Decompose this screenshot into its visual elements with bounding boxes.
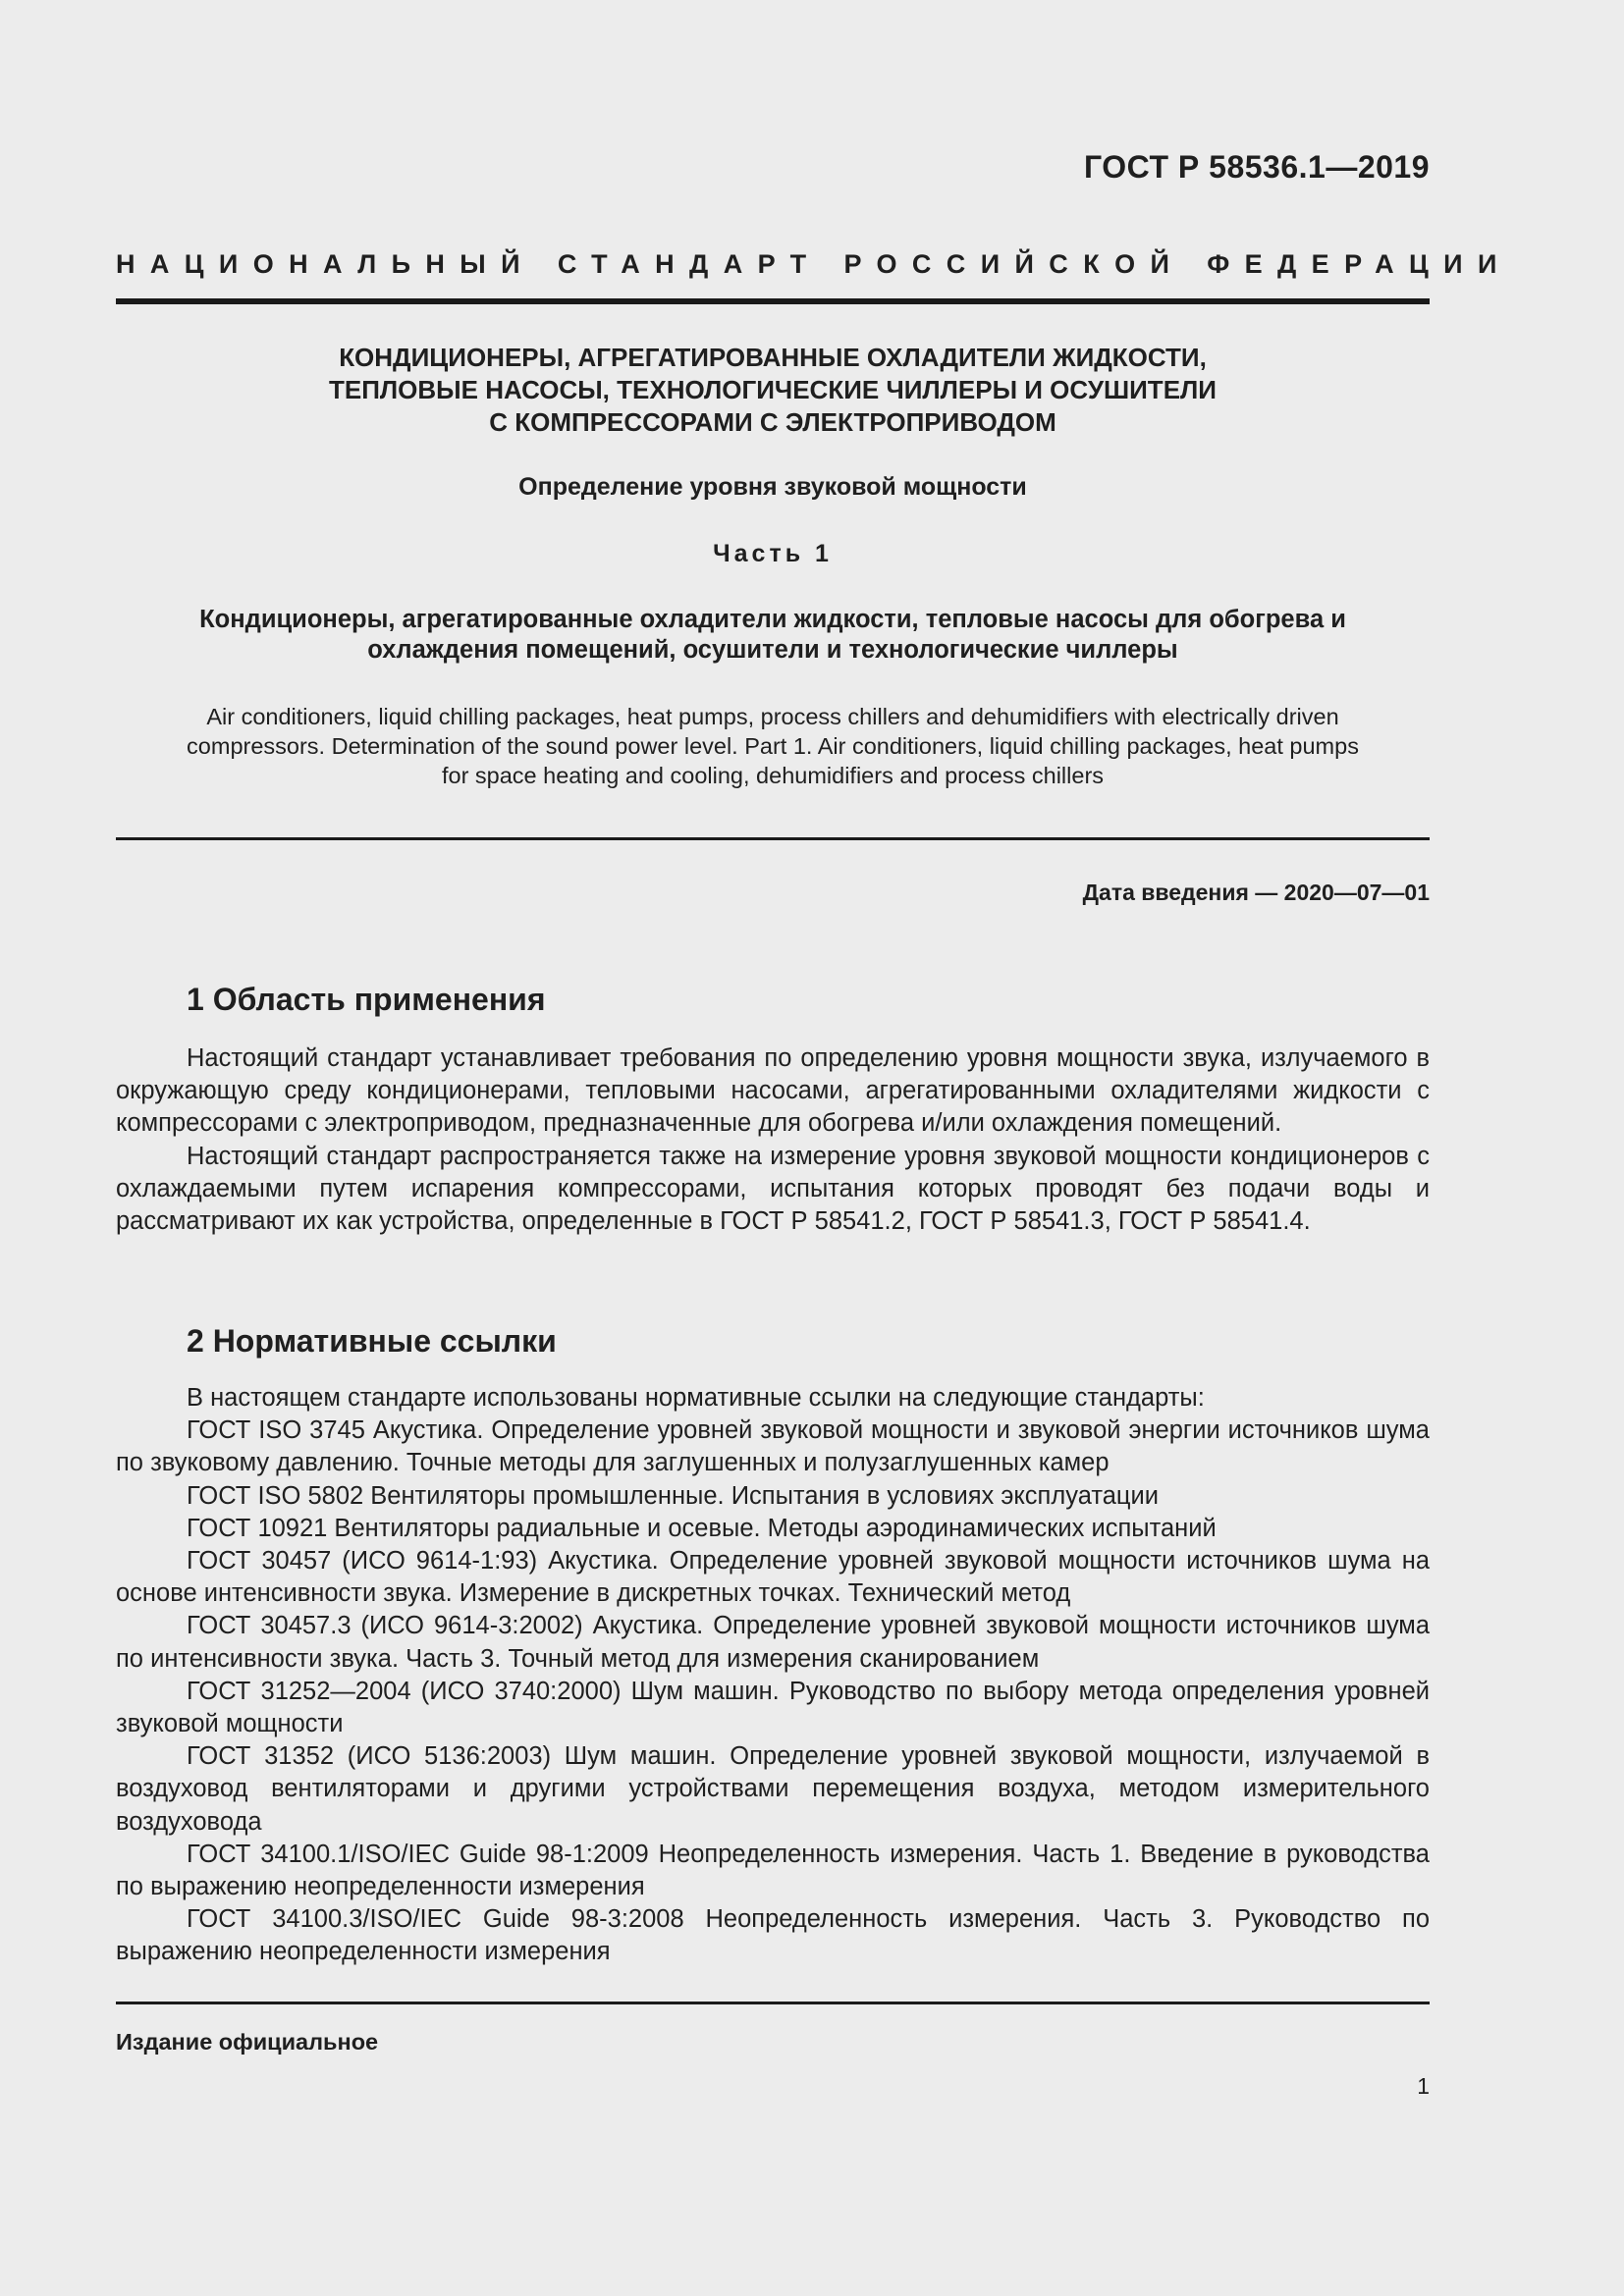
reference-item: ГОСТ ISO 3745 Акустика. Определение уровней звуковой мощности и звуковой энергии источников шума по звуковому давлению. Точные методы для заглушенных и полузаглушенных камер (116, 1416, 1430, 1477)
reference-item: ГОСТ 30457 (ИСО 9614-1:93) Акустика. Определение уровней звуковой мощности источников шума на основе интенсивности звука. Измерение в дискретных точках. Технический метод (116, 1547, 1430, 1608)
main-title-line-1: КОНДИЦИОНЕРЫ, АГРЕГАТИРОВАННЫЕ ОХЛАДИТЕЛИ ЖИДКОСТИ, (339, 343, 1207, 372)
reference-item: ГОСТ ISO 5802 Вентиляторы промышленные. Испытания в условиях эксплуатации (187, 1481, 1159, 1510)
part-title-line-1: Кондиционеры, агрегатированные охладители жидкости, тепловые насосы для обогрева и (199, 606, 1346, 633)
section-1-heading: 1 Область применения (187, 982, 546, 1017)
section-2-heading: 2 Нормативные ссылки (187, 1323, 557, 1359)
section-1-paragraph-1: Настоящий стандарт устанавливает требования по определению уровня мощности звука, излучаемого в окружающую среду кондиционерами, тепловыми насосами, агрегатированными охладителями жидкости с компрессорами с электроприводом, предназначенные для обогрева и/или охлаждения помещений. (116, 1044, 1430, 1138)
english-title-line-3: for space heating and cooling, dehumidifiers and process chillers (441, 763, 1105, 788)
official-edition-label: Издание официальное (116, 2029, 379, 2055)
section-2-intro: В настоящем стандарте использованы нормативные ссылки на следующие стандарты: (187, 1384, 1205, 1412)
page-number: 1 (1417, 2073, 1430, 2099)
reference-item: ГОСТ 10921 Вентиляторы радиальные и осевые. Методы аэродинамических испытаний (187, 1514, 1217, 1542)
document-code: ГОСТ Р 58536.1—2019 (1084, 149, 1430, 185)
reference-item: ГОСТ 31252—2004 (ИСО 3740:2000) Шум машин. Руководство по выбору метода определения уровней звуковой мощности (116, 1677, 1430, 1738)
main-title-line-3: С КОМПРЕССОРАМИ С ЭЛЕКТРОПРИВОДОМ (489, 407, 1056, 437)
section-1-body (116, 1042, 1430, 1238)
reference-item: ГОСТ 34100.3/ISO/IEC Guide 98-3:2008 Неопределенность измерения. Часть 3. Руководство по выражению неопределенности измерения (116, 1905, 1430, 1966)
reference-item: ГОСТ 31352 (ИСО 5136:2003) Шум машин. Определение уровней звуковой мощности, излучаемой в воздуховод вентиляторами и другими устройствами перемещения воздуха, методом измерительного воздуховода (116, 1742, 1430, 1836)
english-title-line-2: compressors. Determination of the sound power level. Part 1. Air conditioners, liquid chilling packages, heat pumps (187, 733, 1359, 759)
subtitle: Определение уровня звуковой мощности (518, 473, 1027, 501)
reference-item: ГОСТ 34100.1/ISO/IEC Guide 98-1:2009 Неопределенность измерения. Часть 1. Введение в руководства по выражению неопределенности измерения (116, 1840, 1430, 1901)
title-divider (116, 837, 1430, 840)
national-standard-banner: НАЦИОНАЛЬНЫЙ СТАНДАРТ РОССИЙСКОЙ ФЕДЕРАЦИИ (116, 249, 1512, 279)
part-label: Часть 1 (713, 540, 833, 567)
footer-divider (116, 2002, 1430, 2004)
english-title-line-1: Air conditioners, liquid chilling packages, heat pumps, process chillers and dehumidifiers with electrically driven (206, 704, 1339, 729)
section-2-body (116, 1382, 1430, 1969)
english-title (116, 702, 1430, 790)
top-thick-rule (116, 298, 1430, 304)
reference-item: ГОСТ 30457.3 (ИСО 9614-3:2002) Акустика. Определение уровней звуковой мощности источников шума по интенсивности звука. Часть 3. Точный метод для измерения сканированием (116, 1612, 1430, 1673)
part-title-line-2: охлаждения помещений, осушители и технологические чиллеры (367, 636, 1178, 664)
introduction-date: Дата введения — 2020—07—01 (1082, 880, 1430, 905)
main-title (116, 342, 1430, 439)
main-title-line-2: ТЕПЛОВЫЕ НАСОСЫ, ТЕХНОЛОГИЧЕСКИЕ ЧИЛЛЕРЫ И ОСУШИТЕЛИ (329, 375, 1217, 404)
section-1-paragraph-2: Настоящий стандарт распространяется также на измерение уровня звуковой мощности кондиционеров с охлаждаемыми путем испарения компрессорами, испытания которых проводят без подачи воды и рассматривают их как устройства, определенные в ГОСТ Р 58541.2, ГОСТ Р 58541.3, ГОСТ Р 58541.4. (116, 1142, 1430, 1236)
part-title (116, 605, 1430, 666)
